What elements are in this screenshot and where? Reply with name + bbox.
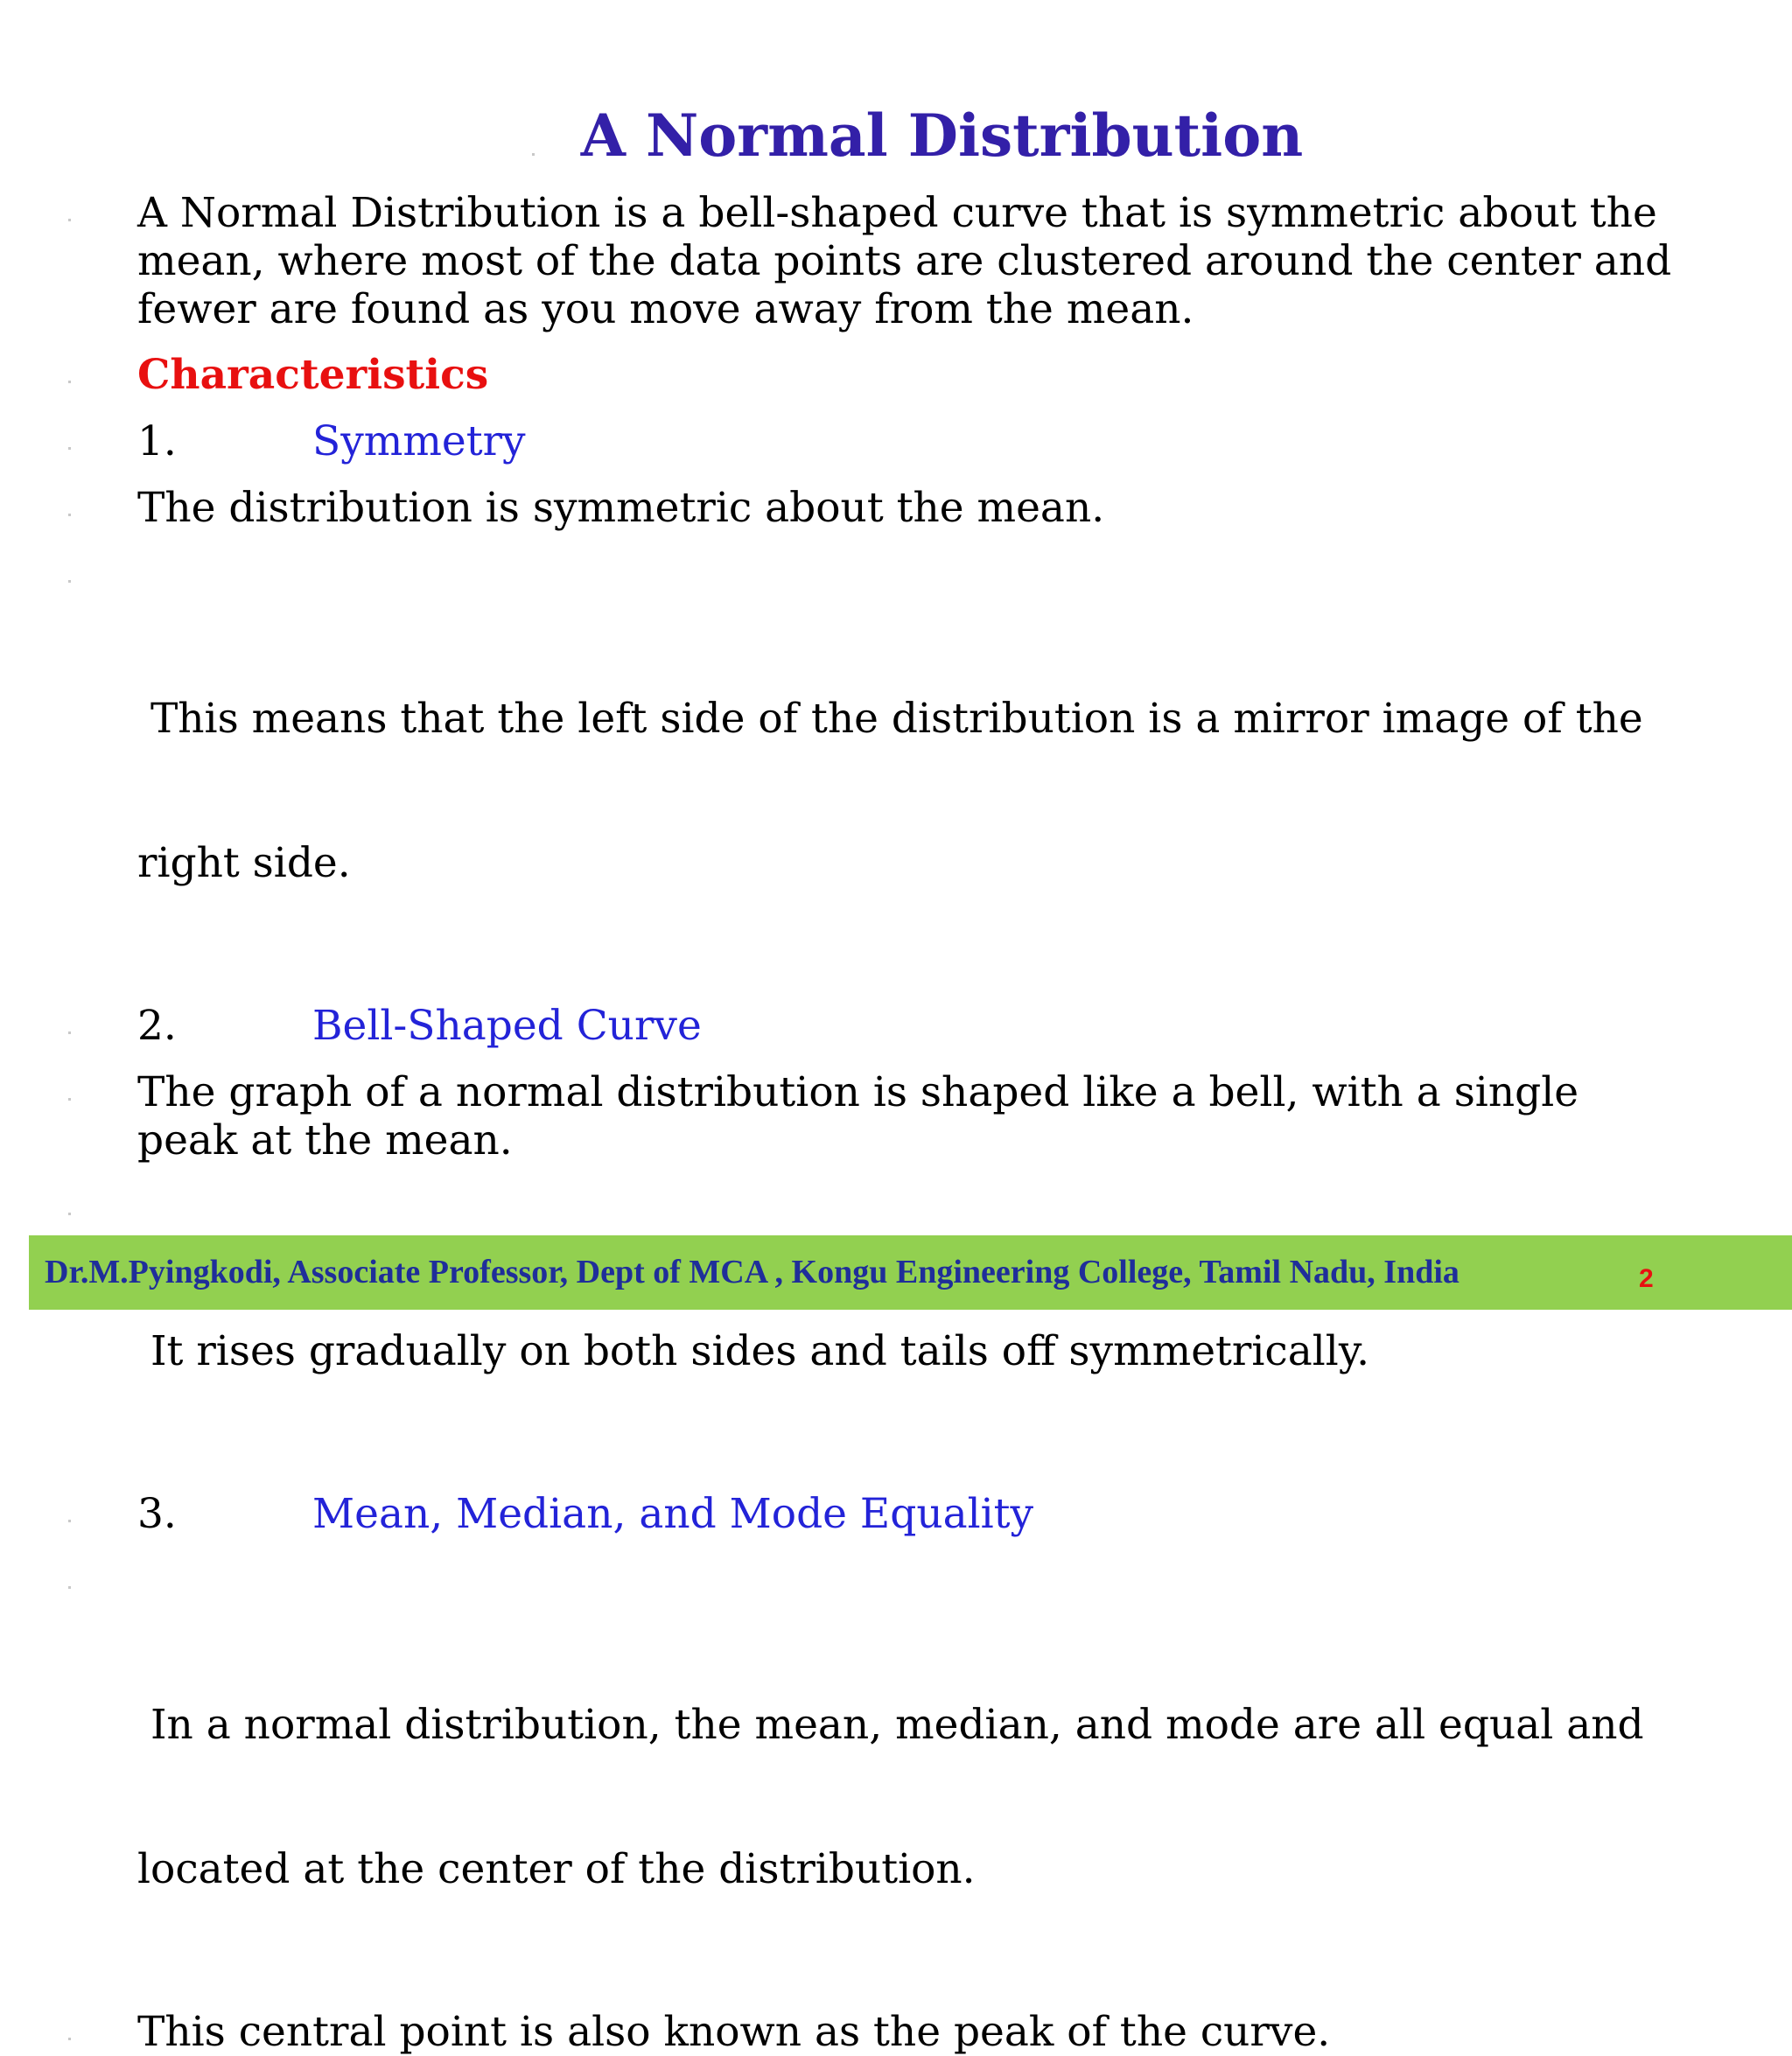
text-line: The distribution is symmetric about the mean.	[137, 484, 1105, 532]
section-header-2	[0, 1002, 1792, 1050]
section-1-point-1	[0, 484, 1792, 532]
bullet-dot	[68, 1586, 71, 1589]
text-line: It rises gradually on both sides and tails off symmetrically.	[137, 1327, 1370, 1375]
text-line: mean, where most of the data points are clustered around the center and	[137, 237, 1672, 285]
section-3-point-2	[0, 2008, 1792, 2056]
text-line: located at the center of the distribution.	[137, 1845, 976, 1893]
section-3-point-1	[0, 1556, 1792, 1990]
text-line: This central point is also known as the peak of the curve.	[137, 2008, 1331, 2056]
text-line: In a normal distribution, the mean, median, and mode are all equal and	[137, 1701, 1644, 1749]
section-number: 2.	[137, 1002, 177, 1050]
characteristics-heading-row	[0, 351, 1792, 399]
text-line: right side.	[137, 839, 351, 887]
text-line: fewer are found as you move away from the mean.	[137, 285, 1194, 333]
section-title: Mean, Median, and Mode Equality	[312, 1490, 1034, 1538]
bullet-dot	[68, 1213, 71, 1215]
text-line: This means that the left side of the distribution is a mirror image of the	[137, 695, 1643, 743]
section-title: Symmetry	[312, 417, 526, 465]
bullet-dot	[68, 514, 71, 516]
page-number: 2	[1639, 1264, 1654, 1293]
slide-title: A Normal Distribution	[580, 101, 1304, 170]
text-line: A Normal Distribution is a bell-shaped curve that is symmetric about the	[137, 189, 1657, 237]
bullet-dot	[68, 2038, 71, 2040]
section-number: 3.	[137, 1490, 177, 1538]
section-number: 1.	[137, 417, 177, 465]
footer-credit: Dr.M.Pyingkodi, Associate Professor, Dept of MCA , Kongu Engineering College, Tamil Nadu, India	[45, 1254, 1460, 1290]
text-line: peak at the mean.	[137, 1116, 513, 1164]
text-line: The graph of a normal distribution is shaped like a bell, with a single	[137, 1068, 1579, 1116]
section-header-3	[0, 1490, 1792, 1538]
slide-content	[0, 189, 1792, 2056]
bullet-dot	[68, 381, 71, 383]
bullet-dot	[68, 219, 71, 221]
bullet-dot	[68, 1098, 71, 1101]
section-1-point-2	[0, 550, 1792, 983]
intro-paragraph	[0, 189, 1792, 333]
bullet-dot	[68, 1520, 71, 1522]
section-title: Bell-Shaped Curve	[312, 1002, 702, 1050]
section-header-1	[0, 417, 1792, 465]
section-2-point-1	[0, 1068, 1792, 1164]
bullet-dot	[68, 1031, 71, 1034]
characteristics-heading: Characteristics	[137, 351, 489, 399]
bullet-dot	[68, 580, 71, 583]
bullet-dot	[68, 447, 71, 450]
section-2-point-2	[0, 1183, 1792, 1472]
footer-bar	[29, 1235, 1792, 1310]
